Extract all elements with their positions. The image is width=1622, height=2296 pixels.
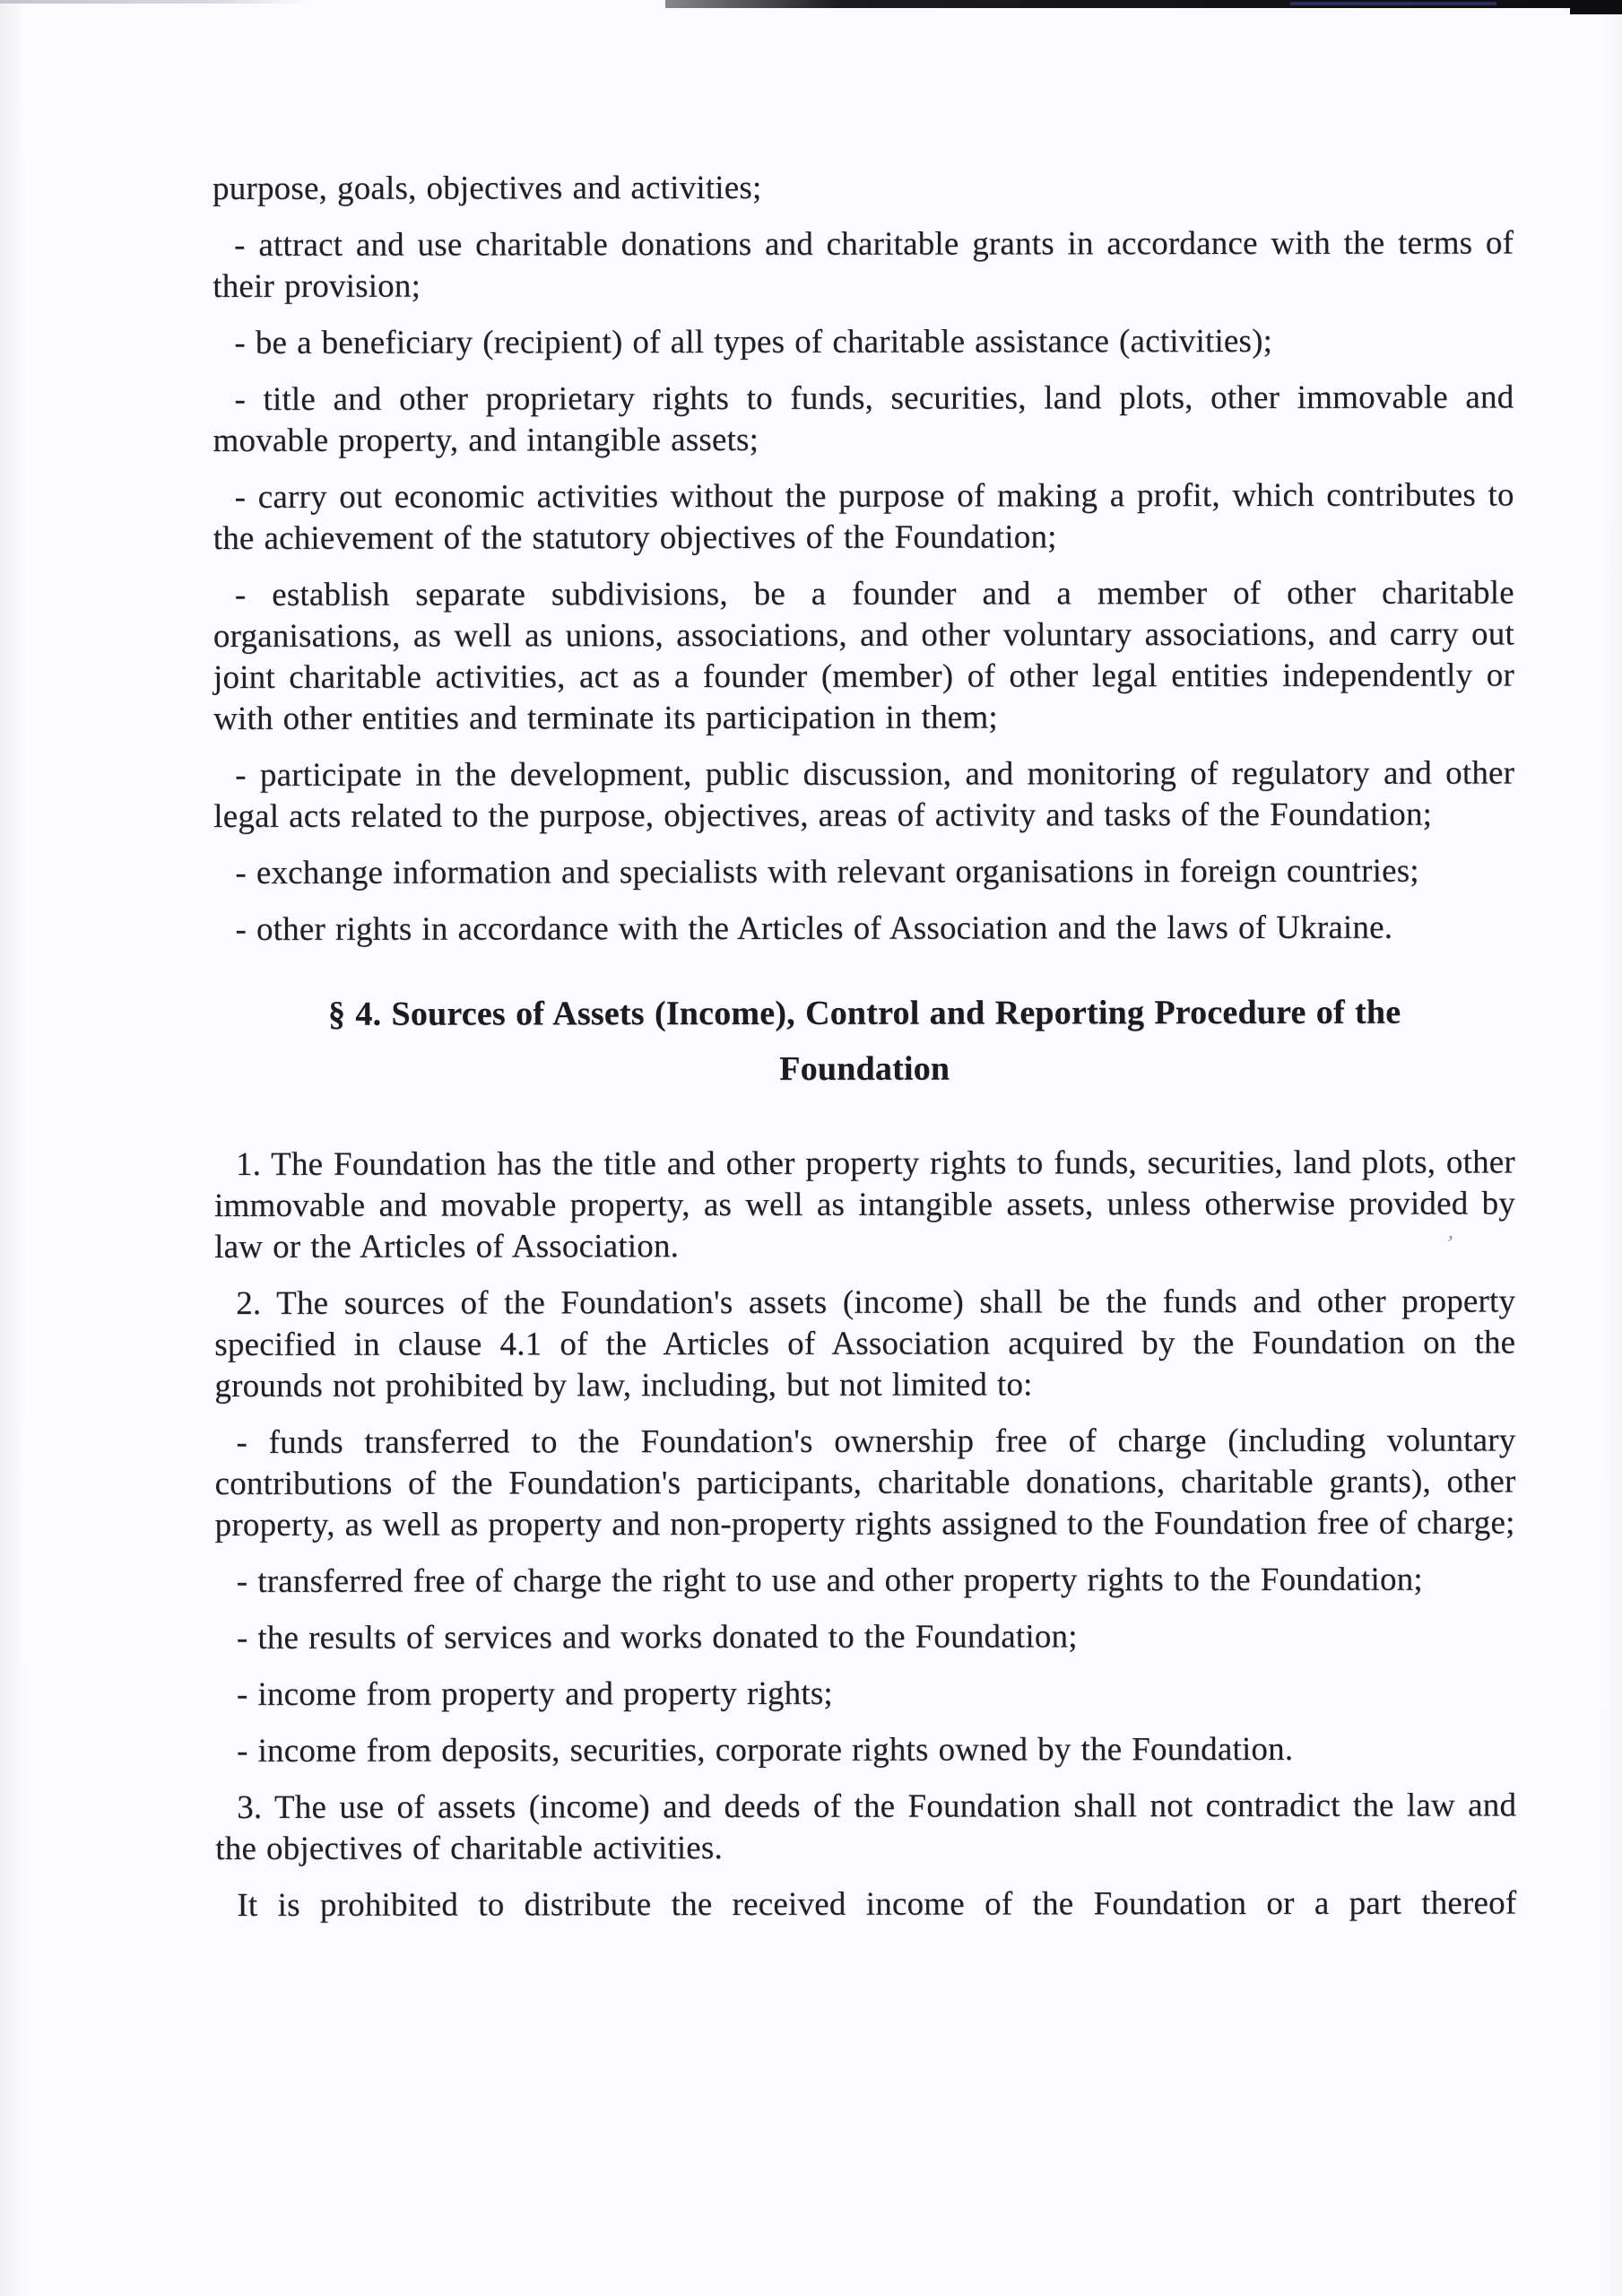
list-item-attract-donations: - attract and use charitable donations and charitable grants in accordance with the terms of their provision; bbox=[213, 224, 1514, 305]
section-heading: § 4. Sources of Assets (Income), Control and Reporting Procedure of the Foundation bbox=[327, 993, 1401, 1088]
paragraph-continuation: purpose, goals, objectives and activities; bbox=[213, 169, 762, 207]
list-item-exchange-information: - exchange information and specialists with relevant organisations in foreign countries; bbox=[235, 852, 1419, 891]
scan-edge-artifact-left bbox=[0, 0, 309, 4]
scan-speck: ’ bbox=[1443, 1230, 1456, 1257]
scan-edge-artifact-top-bar bbox=[665, 0, 1622, 8]
list-item-funds-transferred: - funds transferred to the Foundation's ownership free of charge (including voluntary contributions of the Foundation's participants, charitable donations, charitable grants), other property, as well as property and non-property rights assigned to the Foundation free of charge; bbox=[214, 1422, 1516, 1544]
clause-2-sources-of-assets: 2. The sources of the Foundation's assets (income) shall be the funds and other property specified in clause 4.1 of the Articles of Association acquired by the Foundation on the grounds not prohibited by law, including, but not limited to: bbox=[214, 1283, 1516, 1405]
list-item-transferred-rights: - transferred free of charge the right to use and other property rights to the Foundation; bbox=[236, 1561, 1423, 1600]
list-item-results-of-services: - the results of services and works donated to the Foundation; bbox=[236, 1618, 1078, 1657]
list-item-income-deposits: - income from deposits, securities, corporate rights owned by the Foundation. bbox=[237, 1730, 1294, 1770]
list-item-title-rights: - title and other proprietary rights to funds, securities, land plots, other immovable and movable property, and intangible assets; bbox=[213, 378, 1514, 459]
clause-1-foundation-title: 1. The Foundation has the title and other property rights to funds, securities, land plots, other immovable and movable property, as well as intangible assets, unless otherwise provided by law or the Articles of Association. bbox=[213, 1144, 1516, 1265]
list-item-other-rights: - other rights in accordance with the Articles of Association and the laws of Ukraine. bbox=[235, 909, 1393, 948]
document-text-block bbox=[213, 166, 1516, 1942]
list-item-income-property: - income from property and property rights; bbox=[236, 1674, 833, 1713]
list-item-establish-subdivisions: - establish separate subdivisions, be a founder and a member of other charitable organisations, as well as unions, associations, and other voluntary associations, and carry out joint charitable activities, act as a founder (member) of other legal entities independently or with other entities and terminate its participation in them; bbox=[213, 574, 1515, 737]
scan-edge-artifact-corner bbox=[1570, 0, 1622, 14]
list-item-beneficiary: - be a beneficiary (recipient) of all types of charitable assistance (activities); bbox=[234, 322, 1273, 361]
list-item-participate-development: - participate in the development, public discussion, and monitoring of regulatory and other legal acts related to the purpose, objectives, areas of activity and tasks of the Foundation; bbox=[213, 754, 1515, 835]
clause-3-use-of-assets: 3. The use of assets (income) and deeds of the Foundation shall not contradict the law and the objectives of charitable activities. bbox=[215, 1787, 1517, 1867]
list-item-economic-activities: - carry out economic activities without the purpose of making a profit, which contributes to the achievement of the statutory objectives of the Foundation; bbox=[213, 476, 1514, 557]
paragraph-prohibited-distribution: It is prohibited to distribute the received income of the Foundation or a part thereof bbox=[237, 1884, 1517, 1924]
